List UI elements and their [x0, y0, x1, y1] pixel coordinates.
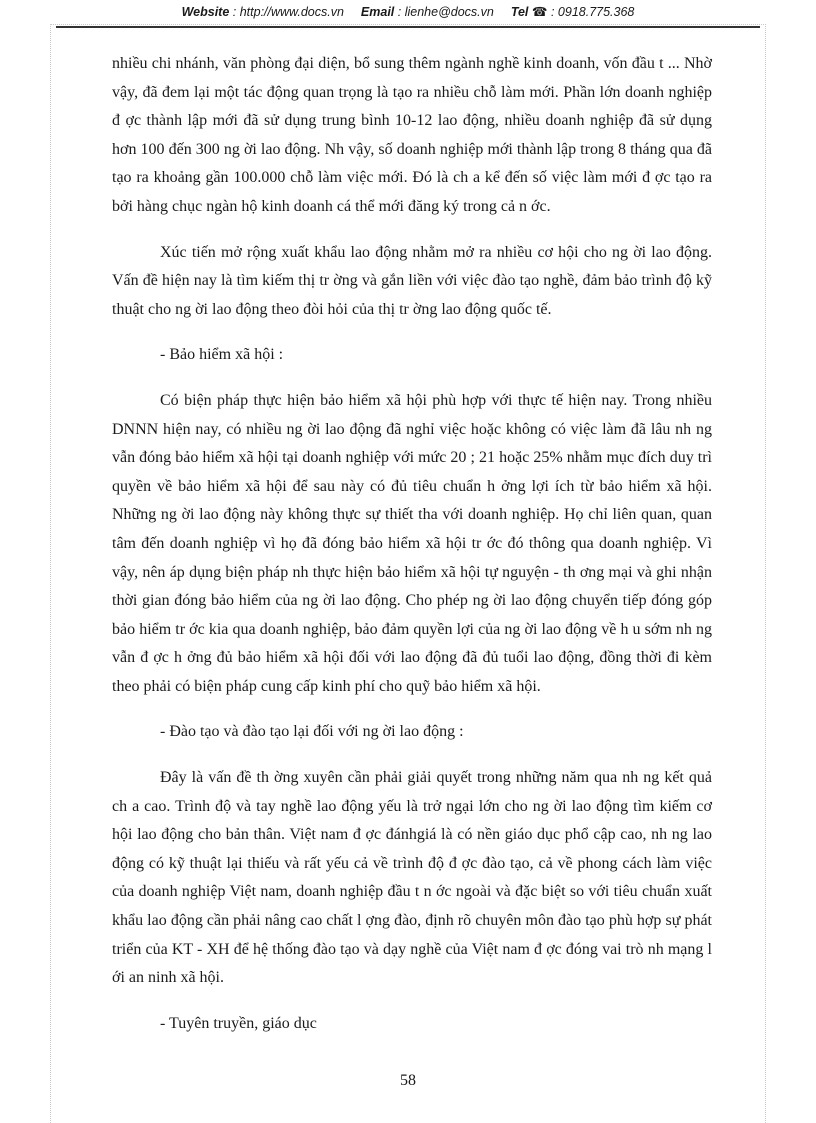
paragraph-labor-export: Xúc tiến mở rộng xuất khẩu lao động nhằm mở ra nhiều cơ hội cho ng ời lao động. Vấn đề hiện nay là tìm kiếm thị tr ờng và gắn liền với việc đào tạo nghề, đảm bảo trình độ kỹ thuật cho ng ời lao động theo đòi hỏi của thị tr ờng lao động quốc tế. — [112, 243, 712, 318]
document-body — [112, 50, 712, 1038]
phone-icon: ☎ — [531, 5, 548, 19]
page-number: 58 — [400, 1072, 416, 1089]
heading-propaganda: - Tuyên truyền, giáo dục — [160, 1014, 317, 1032]
heading-social-insurance: - Bảo hiểm xã hội : — [160, 346, 284, 364]
website-url[interactable]: : http://www.docs.vn — [232, 5, 344, 19]
website-label: Website — [181, 5, 230, 19]
tel-label: Tel — [510, 5, 529, 19]
page-header — [56, 0, 760, 28]
heading-training: - Đào tạo và đào tạo lại đối với ng ời lao động : — [160, 723, 464, 741]
tel-number: : 0918.775.368 — [550, 5, 635, 19]
email-label: Email — [360, 5, 395, 19]
paragraph-social-insurance: Có biện pháp thực hiện bảo hiểm xã hội phù hợp với thực tế hiện nay. Trong nhiều DNNN hiện nay, có nhiều ng ời lao động đã nghỉ việc hoặc không có việc làm đã lâu nh ng vẫn đóng bảo hiểm xã hội tại doanh nghiệp với mức 20 ; 21 hoặc 25% nhằm mục đích duy trì quyền về bảo hiểm xã hội để sau này có đủ tiêu chuẩn h ởng lợi ích từ bảo hiểm xã hội. Những ng ời lao động này không thực sự thiết tha với doanh nghiệp. Họ chỉ liên quan, quan tâm đến doanh nghiệp vì họ đã đóng bảo hiểm xã hội tr ớc đó thông qua doanh nghiệp. Vì vậy, nên áp dụng biện pháp nh thực hiện bảo hiểm xã hội tự nguyện - th ơng mại và ghi nhận thời gian đóng bảo hiểm của ng ời lao động. Cho phép ng ời lao động chuyển tiếp đóng góp bảo hiểm tr ớc kia qua doanh nghiệp, bảo đảm quyền lợi của ng ời lao động về h u sớm nh ng vẫn đ ợc h ởng đủ bảo hiểm xã hội đối với lao động đã đủ tuổi lao động, đồng thời đi kèm theo phải có biện pháp cung cấp kinh phí cho quỹ bảo hiểm xã hội. — [112, 391, 712, 695]
paragraph-training: Đây là vấn đề th ờng xuyên cần phải giải quyết trong những năm qua nh ng kết quả ch a cao. Trình độ và tay nghề lao động yếu là trở ngại lớn cho ng ời lao động tìm kiếm cơ hội lao động cho bản thân. Việt nam đ ợc đánhgiá là có nền giáo dục phổ cập cao, nh ng lao động có kỹ thuật lại thiếu và rất yếu cả về trình độ đ ợc đào tạo, cả về phong cách làm việc của doanh nghiệp Việt nam, doanh nghiệp đầu t n ớc ngoài và đặc biệt so với tiêu chuẩn xuất khẩu lao động cần phải nâng cao chất l ợng đào, định rõ chuyên môn đào tạo phù hợp sự phát triển của KT - XH để hệ thống đào tạo và dạy nghề của Việt nam đ ợc đóng vai trò nh mạng l ới an ninh xã hội. — [112, 769, 712, 987]
paragraph-continuation: nhiều chi nhánh, văn phòng đại diện, bổ sung thêm ngành nghề kinh doanh, vốn đầu t ... Nhờ vậy, đã đem lại một tác động quan trọng là tạo ra nhiều chỗ làm mới. Phần lớn doanh nghiệp đ ợc thành lập mới đã sử dụng trung bình 10-12 lao động, nhiều doanh nghiệp đã sử dụng hơn 100 đến 300 ng ời lao động. Nh vậy, số doanh nghiệp mới thành lập trong 8 tháng qua đã tạo ra khoảng gần 100.000 chỗ làm việc mới. Đó là ch a kể đến số việc làm mới đ ợc tạo ra bởi hàng chục ngàn hộ kinh doanh cá thể mới đăng ký trong cả n ớc. — [112, 55, 712, 215]
email-address[interactable]: : lienhe@docs.vn — [397, 5, 494, 19]
